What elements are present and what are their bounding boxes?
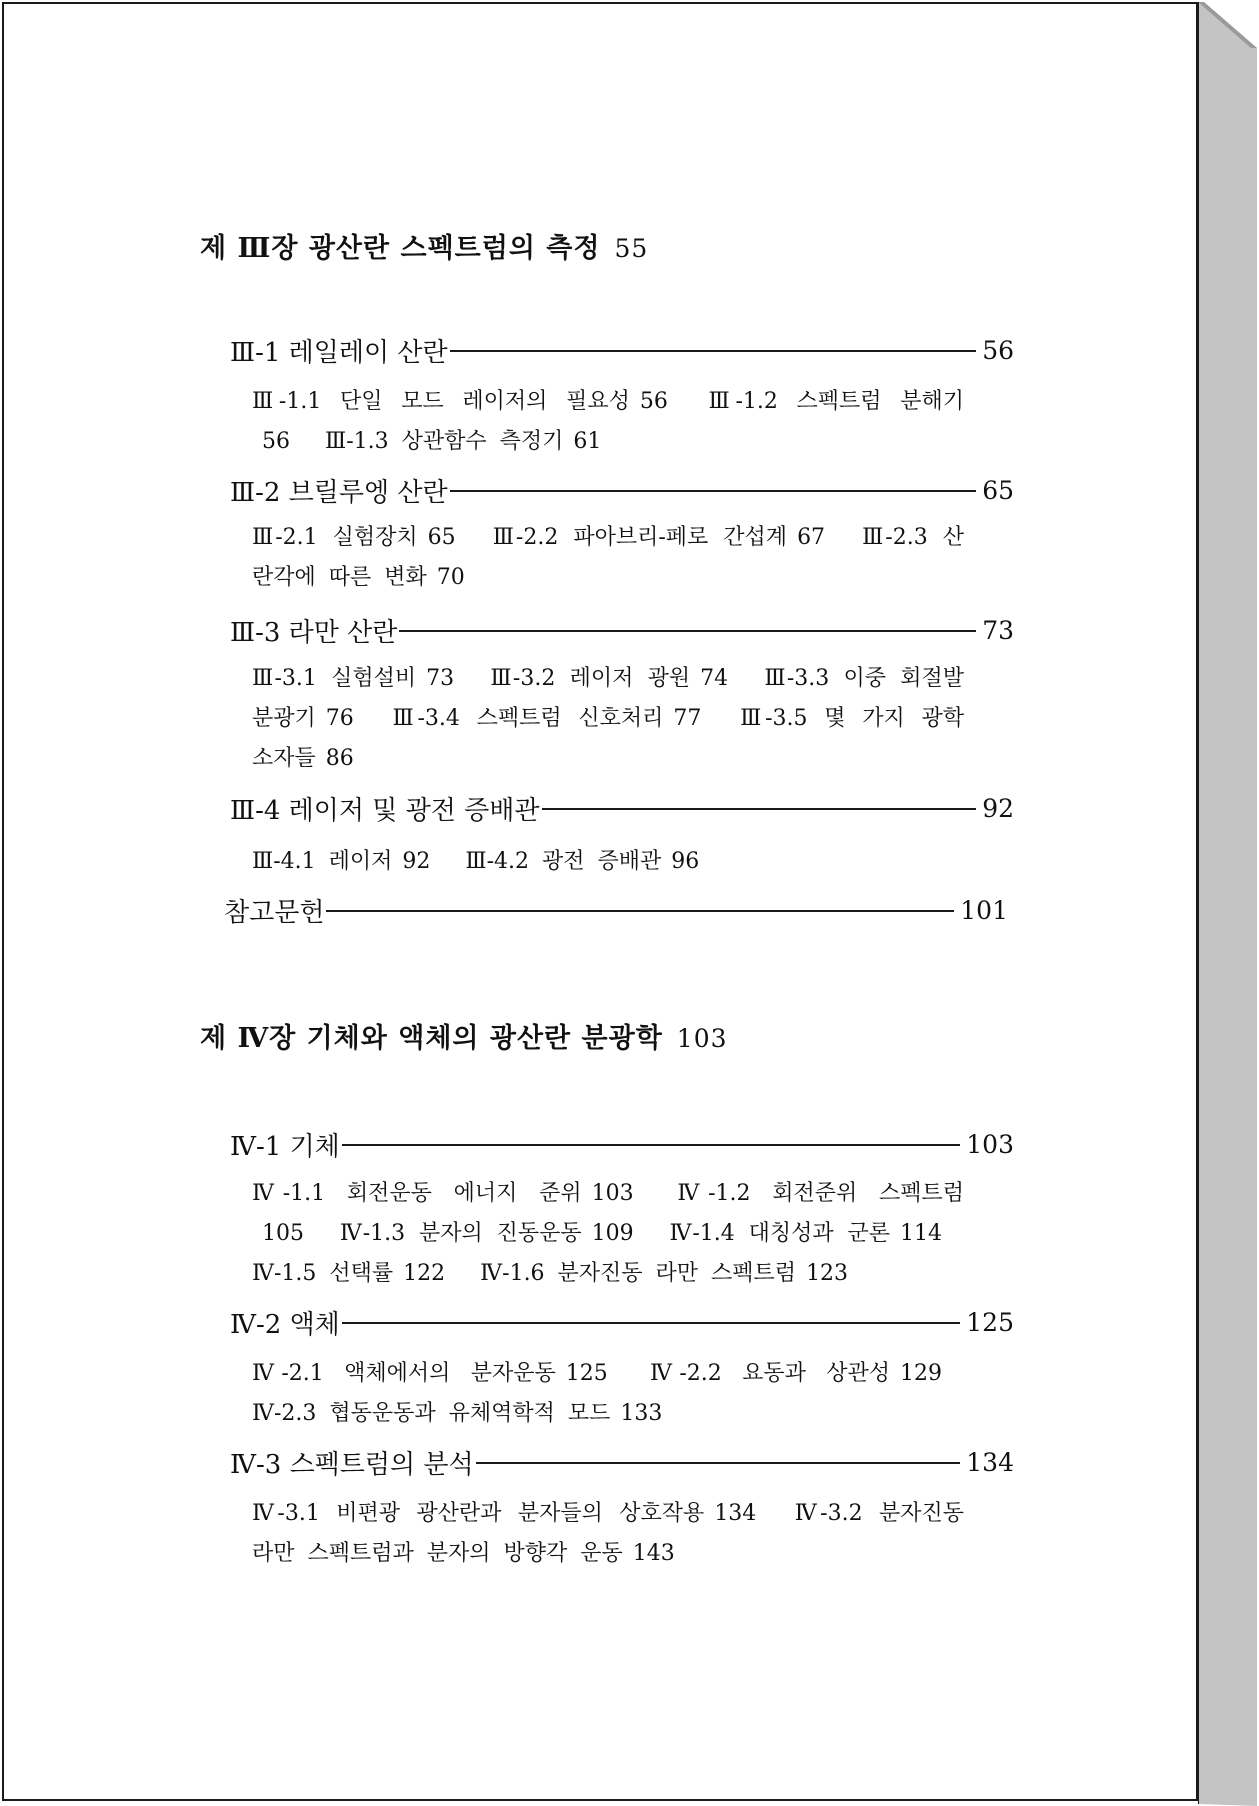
section-page: 92 [982, 794, 1014, 823]
toc-section[interactable] [230, 1126, 1014, 1163]
subsection-item[interactable]: Ⅳ-1.4 대칭성과 군론 114 [669, 1221, 943, 1246]
subsection-item[interactable]: Ⅲ-4.1 레이저 92 [252, 849, 431, 874]
section-page: 73 [982, 616, 1014, 645]
subsection-item[interactable]: Ⅳ-2.2 요동과 상관성 129 [650, 1361, 942, 1386]
subsection-item[interactable]: Ⅲ-3.2 레이저 광원 74 [490, 666, 729, 691]
section-label: Ⅳ-1 기체 [230, 1132, 340, 1162]
section-page: 134 [966, 1448, 1014, 1477]
toc-section[interactable] [230, 790, 1014, 827]
chapter-page: 103 [676, 1024, 728, 1053]
leader-line [342, 1144, 960, 1146]
section-page: 125 [966, 1308, 1014, 1337]
section-label: Ⅲ-2 브릴루엥 산란 [230, 478, 448, 508]
subsection-item[interactable]: Ⅳ-1.3 분자의 진동운동 109 [339, 1221, 634, 1246]
subsection-item[interactable]: Ⅲ-2.2 파아브리-페로 간섭계 67 [492, 525, 826, 550]
section-label: Ⅲ-1 레일레이 산란 [230, 338, 448, 368]
section-page: 56 [982, 336, 1014, 365]
toc-section[interactable] [230, 1444, 1014, 1481]
subsection-item[interactable]: Ⅲ-1.2 스펙트럼 분해기56 [262, 389, 964, 454]
subsection-item[interactable]: Ⅳ-3.1 비편광 광산란과 분자들의 상호작용 134 [252, 1501, 757, 1526]
subsection-list [252, 382, 964, 462]
subsection-list [252, 1354, 964, 1434]
subsection-item[interactable]: Ⅲ-3.1 실험설비 73 [252, 666, 455, 691]
book-edge-shading [1198, 0, 1257, 1806]
chapter-heading [200, 1016, 728, 1055]
section-label: 참고문헌 [224, 898, 325, 928]
subsection-list [252, 1174, 964, 1294]
subsection-item[interactable]: Ⅳ-2.1 액체에서의 분자운동 125 [252, 1361, 608, 1386]
toc-section-references[interactable] [224, 892, 1008, 929]
leader-line [326, 910, 954, 912]
subsection-list [252, 518, 964, 598]
subsection-list [252, 659, 964, 779]
section-label: Ⅳ-3 스펙트럼의 분석 [230, 1450, 474, 1480]
book-page [2, 2, 1198, 1801]
chapter-title: 제 Ⅳ장 기체와 액체의 광산란 분광학 [200, 1023, 663, 1054]
subsection-item[interactable]: Ⅲ-1.1 단일 모드 레이저의 필요성 56 [252, 389, 668, 414]
chapter-title: 제 Ⅲ장 광산란 스펙트럼의 측정 [200, 233, 601, 264]
subsection-list [252, 1494, 964, 1574]
subsection-item[interactable]: Ⅲ-3.5 몇 가지 광학 소자들 86 [252, 706, 964, 771]
section-label: Ⅲ-3 라만 산란 [230, 618, 398, 648]
chapter-page: 55 [614, 234, 649, 263]
section-page: 65 [982, 476, 1014, 505]
leader-line [342, 1322, 960, 1324]
subsection-item[interactable]: Ⅳ-1.2 회전준위 스펙트럼105 [262, 1181, 965, 1246]
subsection-list [252, 842, 964, 882]
toc-section[interactable] [230, 332, 1014, 369]
section-page: 101 [960, 896, 1008, 925]
subsection-item[interactable]: Ⅲ-2.1 실험장치 65 [252, 525, 456, 550]
section-page: 103 [966, 1130, 1014, 1159]
toc-section[interactable] [230, 612, 1014, 649]
leader-line [399, 630, 976, 632]
subsection-item[interactable]: Ⅳ-1.6 분자진동 라만 스펙트럼 123 [480, 1261, 849, 1286]
toc-section[interactable] [230, 472, 1014, 509]
subsection-item[interactable]: Ⅲ-1.3 상관함수 측정기 61 [325, 429, 602, 454]
subsection-item[interactable]: Ⅲ-2.3 산란각에 따른 변화 70 [252, 525, 964, 590]
leader-line [450, 350, 977, 352]
leader-line [476, 1462, 961, 1464]
toc-section[interactable] [230, 1304, 1014, 1341]
subsection-item[interactable]: Ⅲ-4.2 광전 증배관 96 [465, 849, 700, 874]
subsection-item[interactable]: Ⅳ-2.3 협동운동과 유체역학적 모드 133 [252, 1401, 663, 1426]
leader-line [542, 808, 977, 810]
chapter-heading [200, 226, 648, 265]
subsection-item[interactable]: Ⅳ-1.5 선택률 122 [252, 1261, 446, 1286]
section-label: Ⅲ-4 레이저 및 광전 증배관 [230, 796, 540, 826]
subsection-item[interactable]: Ⅲ-3.4 스펙트럼 신호처리 77 [392, 706, 702, 731]
section-label: Ⅳ-2 액체 [230, 1310, 340, 1340]
subsection-item[interactable]: Ⅳ-1.1 회전운동 에너지 준위 103 [252, 1181, 634, 1206]
subsection-item[interactable]: Ⅳ-3.2 분자진동 라만 스펙트럼과 분자의 방향각 운동 143 [252, 1501, 965, 1566]
subsection-item[interactable]: Ⅲ-3.3 이중 회절발 분광기 76 [252, 666, 965, 731]
leader-line [450, 490, 977, 492]
